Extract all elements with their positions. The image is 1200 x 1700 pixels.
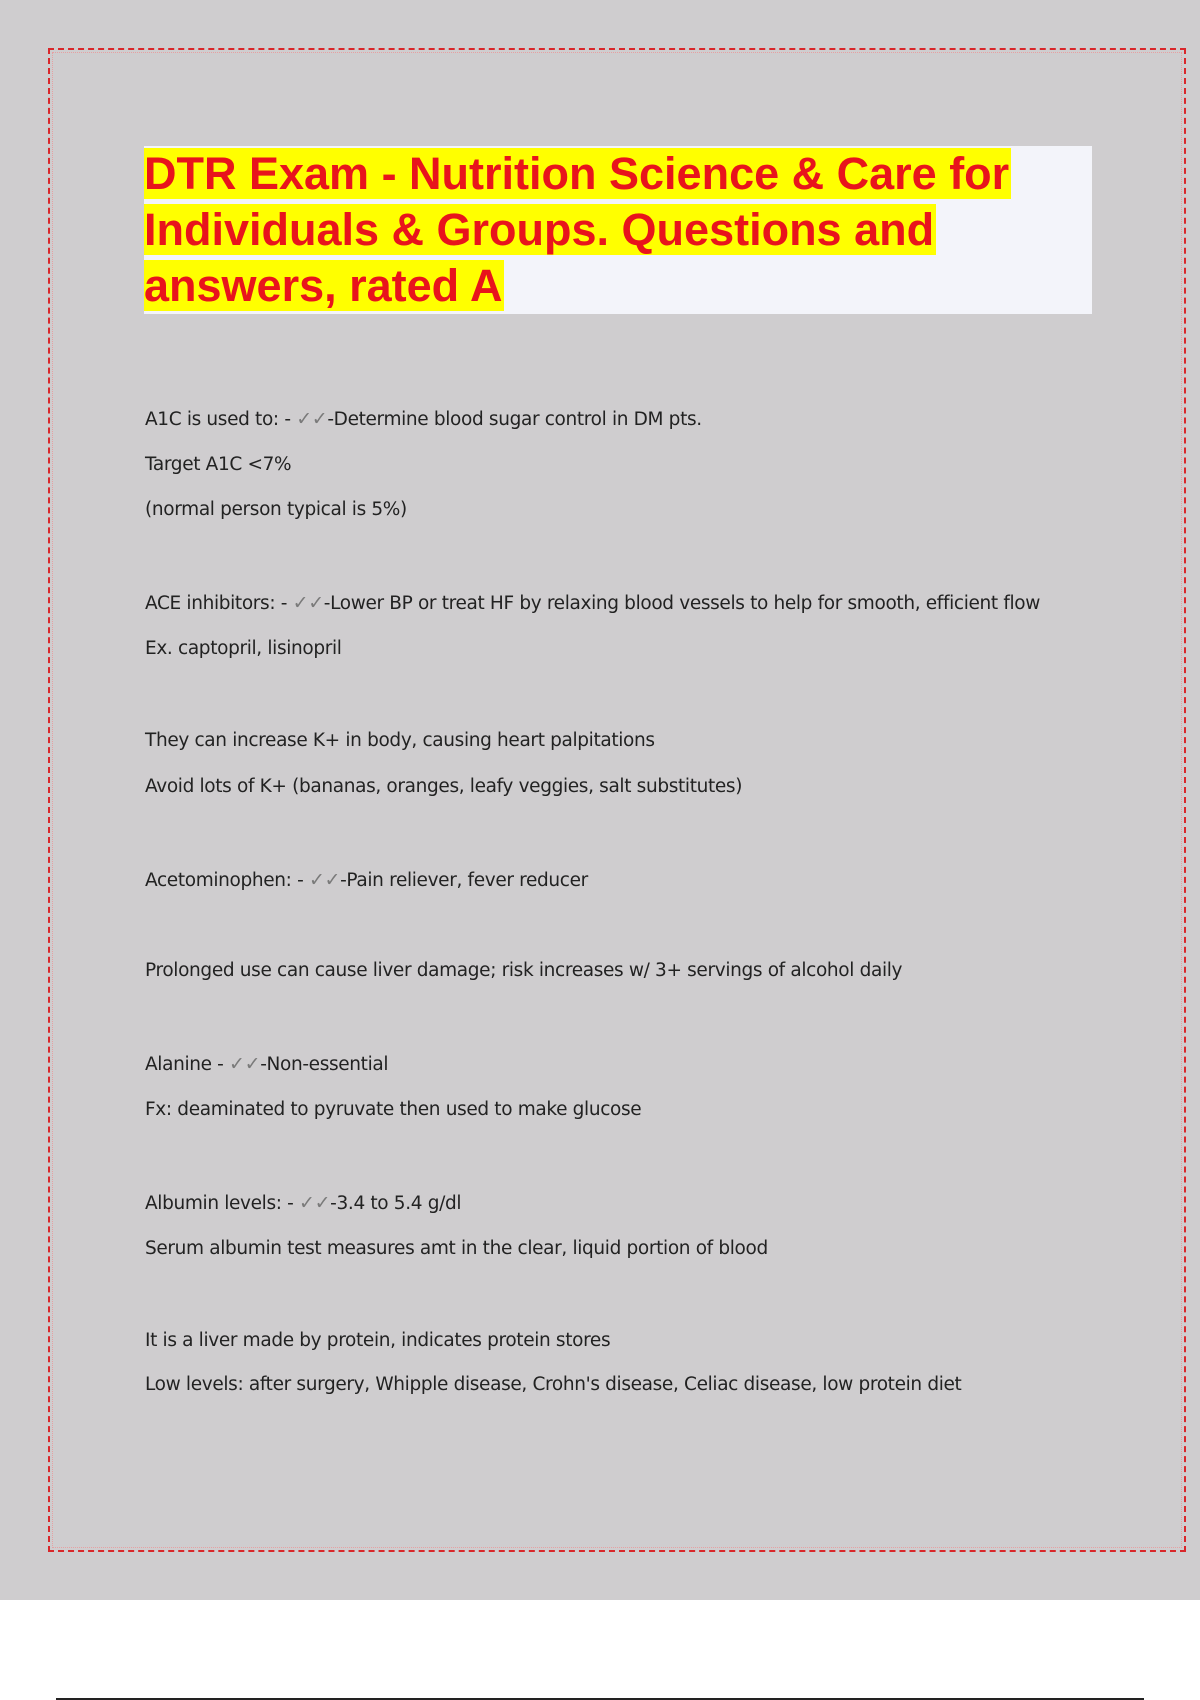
qa-acetominophen-question (145, 868, 588, 893)
qa-albumin-stores: It is a liver made by protein, indicates protein stores (145, 1330, 611, 1351)
qa-alanine-question (145, 1052, 388, 1077)
qa-alanine-function: Fx: deaminated to pyruvate then used to make glucose (145, 1099, 642, 1120)
qa-a1c-term: A1C is used to: - (145, 409, 297, 430)
qa-albumin-low-levels: Low levels: after surgery, Whipple disease, Crohn's disease, Celiac disease, low protein diet (145, 1374, 962, 1395)
double-check-icon: ✓✓ (229, 1053, 261, 1075)
qa-ace-term: ACE inhibitors: - (145, 593, 293, 614)
qa-alanine-answer: -Non-essential (260, 1054, 389, 1075)
qa-ace-potassium: They can increase K+ in body, causing heart palpitations (145, 730, 655, 751)
qa-albumin-serum: Serum albumin test measures amt in the clear, liquid portion of blood (145, 1238, 768, 1259)
double-check-icon: ✓✓ (292, 592, 324, 614)
qa-a1c-question (145, 407, 702, 432)
qa-ace-examples: Ex. captopril, lisinopril (145, 638, 342, 659)
qa-acetominophen-term: Acetominophen: - (145, 870, 309, 891)
double-check-icon: ✓✓ (308, 869, 341, 891)
qa-albumin-answer: -3.4 to 5.4 g/dl (330, 1193, 462, 1214)
document-title (144, 146, 1084, 314)
qa-albumin-term: Albumin levels: - (145, 1193, 300, 1214)
double-check-icon: ✓✓ (299, 1192, 331, 1214)
title-line-3: answers, rated A (144, 260, 503, 311)
qa-acetominophen-answer: -Pain reliever, fever reducer (340, 870, 588, 891)
qa-a1c-answer: -Determine blood sugar control in DM pts. (327, 409, 702, 430)
qa-acetominophen-warning: Prolonged use can cause liver damage; risk increases w/ 3+ servings of alcohol daily (145, 960, 903, 981)
qa-a1c-normal: (normal person typical is 5%) (145, 499, 407, 520)
qa-ace-answer: -Lower BP or treat HF by relaxing blood vessels to help for smooth, efficient flow (323, 593, 1041, 614)
double-check-icon: ✓✓ (296, 408, 328, 430)
qa-ace-question (145, 591, 1040, 616)
title-line-2: Individuals & Groups. Questions and (144, 204, 935, 255)
qa-alanine-term: Alanine - (145, 1054, 230, 1075)
qa-a1c-target: Target A1C <7% (145, 454, 292, 475)
qa-albumin-question (145, 1191, 461, 1216)
title-line-1: DTR Exam - Nutrition Science & Care for (144, 148, 1010, 199)
qa-ace-avoid: Avoid lots of K+ (bananas, oranges, leafy veggies, salt substitutes) (145, 776, 743, 797)
